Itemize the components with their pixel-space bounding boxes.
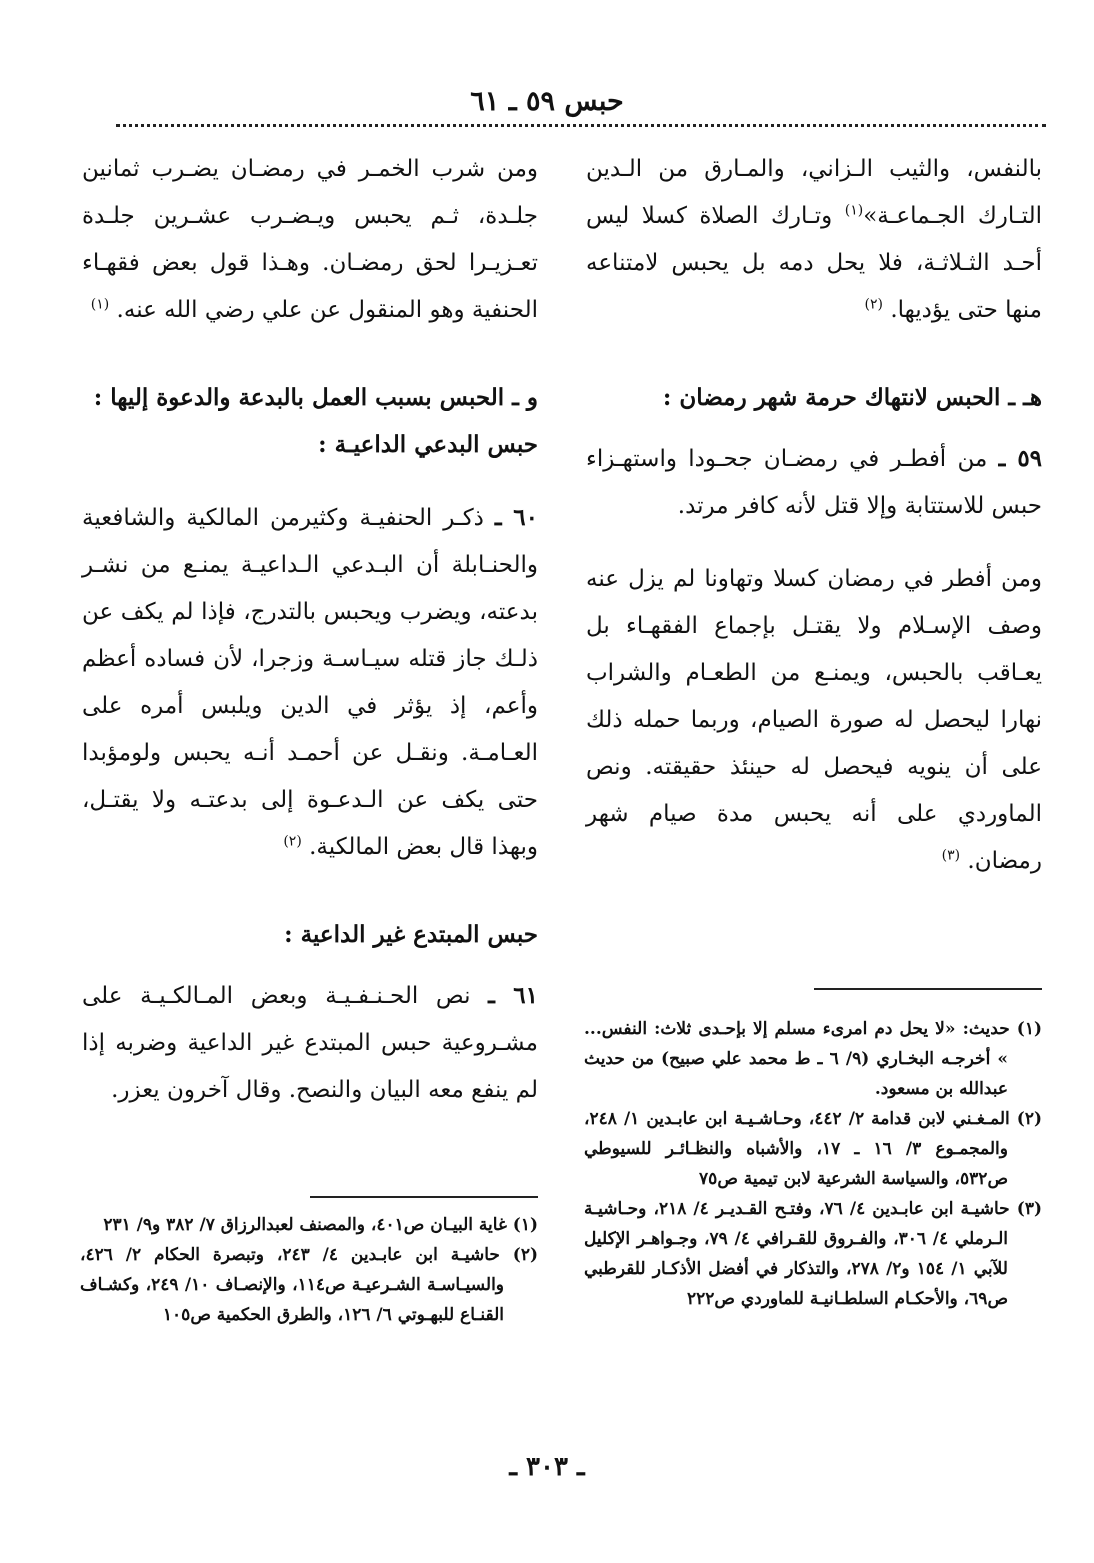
footnote-item: (٢) المـغـني لابن قدامة ٢/ ٤٤٢، وحـاشـيـة ابن عابـدين ١/ ٢٤٨، والمجمـوع ٣/ ١٦ ـ ١٧، والأشباه والنظـائـر للسيوطي ص٥٣٢، والسياسة الشرعية لابن تيمية ص٧٥: [584, 1109, 1042, 1189]
page-number: ـ ٣٠٣ ـ: [509, 1452, 585, 1482]
footnote-ref: (١): [90, 296, 110, 313]
item-number: ٦١ ـ: [488, 982, 538, 1009]
footnotes-right: [584, 1014, 1042, 1314]
paragraph-lazy-fasting: [586, 556, 1042, 885]
footnote-rule-left: [310, 1196, 538, 1198]
footnote-item: (٢) حاشيـة ابن عابـدين ٤/ ٢٤٣، وتبصرة الحكام ٢/ ٤٢٦، والسيـاسـة الشـرعيـة ص١١٤، والإنصـاف ١٠/ ٢٤٩، وكشـاف القنـاع للبهـوتي ٦/ ١٢٦، والطرق الحكمية ص١٠٥: [80, 1245, 538, 1325]
item-text: ذكـر الحنفيـة وكثيرمن المالكية والشافعية والحنـابلة أن البـدعي الـداعيـة يمنـع من نشـر بدعته، ويضرب ويحبس بالتدرج، فإذا لم يكف عن ذلـك جاز قتله سيـاسـة وزجرا، لأن فساده أعظم وأعم، إذ يؤثر في الدين ويلبس أمره على العـامـة. ونقـل عن أحمـد أنـه يحبس ولومؤبدا حتى يكف عن الـدعـوة إلى بدعتـه ولا يقتـل، وبهذا قال بعض المالكية.: [82, 505, 538, 860]
section-heading-ramadan: هـ ـ الحبس لانتهاك حرمة شهر رمضان :: [662, 384, 1042, 411]
item-number: ٦٠ ـ: [494, 504, 539, 531]
footnote-ref: (٣): [941, 847, 961, 864]
subheading-innovator-non-caller: حبس المبتدع غير الداعية :: [284, 921, 538, 948]
item-59: [586, 435, 1042, 530]
footnote-item: (٣) حاشيـة ابن عابـدين ٤/ ٧٦، وفتـح القـديـر ٤/ ٢١٨، وحـاشيـة الـرملي ٤/ ٣٠٦، والفـروق للقـرافي ٤/ ٧٩، وجـواهـر الإكليل للآبي ١/ ١٥٤ و٢/ ٢٧٨، والتذكار في أفضل الأذكـار للقرطبي ص٦٩، والأحكـام السلطـانيـة للماوردي ص٢٢٢: [584, 1199, 1042, 1309]
header-dotted-rule: [116, 124, 1046, 127]
paragraph-persons-blood: [586, 146, 1042, 334]
paragraph-text: ومن أفطر في رمضان كسلا وتهاونا لم يزل عنه وصف الإسـلام ولا يقتـل بإجماع الفقهـاء بل يعـاقب بالحبس، ويمنـع من الطعـام والشراب نهارا ليحصل له صورة الصيام، وربما حمله ذلك على أن ينويه فيحصل له حينئذ حقيقته. ونص الماوردي على أنه يحبس مدة صيام شهر رمضان.: [586, 566, 1042, 874]
section-heading-innovation: و ـ الحبس بسبب العمل بالبدعة والدعوة إليها :: [93, 384, 538, 411]
paragraph-text: بالنفس، والثيب الـزاني، والمـارق من الـدين التـارك الجـماعـة»: [586, 156, 1042, 229]
footnote-rule-right: [814, 988, 1042, 990]
footnote-ref: (٢): [283, 833, 302, 850]
item-text: من أفطـر في رمضـان جحـودا واستهـزاء حبس للاستتابة وإلا قتل لأنه كافر مرتد.: [586, 446, 1042, 519]
item-61: [82, 972, 538, 1114]
subheading-innovator-caller: حبس البدعي الداعيـة :: [318, 431, 538, 458]
paragraph-wine-drinker: [82, 146, 538, 334]
item-number: ٥٩ ـ: [998, 445, 1043, 472]
footnote-item: (١) حديث: «لا يحل دم امرىء مسلم إلا بإحـدى ثلاث: النفس... » أخرجـه البخـاري (٩/ ٦ ـ ط محمد علي صبيح) من حديث عبدالله بن مسعود.: [584, 1019, 1042, 1099]
page-header-title: حبس ٥٩ ـ ٦١: [470, 86, 624, 117]
item-text: نص الحـنـفـيـة وبعض المـالكـيـة على مشـروعية حبس المبتدع غير الداعية وضربه إذا لم ينفع معه البيان والنصح. وقال آخرون يعزر.: [82, 983, 538, 1103]
footnote-item: (١) غاية البيـان ص٤٠١، والمصنف لعبدالرزاق ٧/ ٣٨٢ و٩/ ٢٣١: [103, 1215, 538, 1235]
footnotes-left: [80, 1210, 538, 1330]
item-60: [82, 494, 538, 871]
footnote-ref: (١): [844, 202, 864, 219]
footnote-ref: (٢): [864, 296, 884, 313]
paragraph-text: ومن شرب الخمـر في رمضـان يضـرب ثمانين جلـدة، ثـم يحبس ويـضـرب عشـرين جلـدة تعـزيـرا لحق رمضـان. وهـذا قول بعض فقهـاء الحنفية وهو المنقول عن علي رضي الله عنه.: [82, 156, 538, 323]
paragraph-text: وتـارك الصلاة كسلا ليس أحـد الثـلاثـة، فلا يحل دمه بل يحبس لامتناعه منها حتى يؤديها.: [586, 203, 1042, 323]
